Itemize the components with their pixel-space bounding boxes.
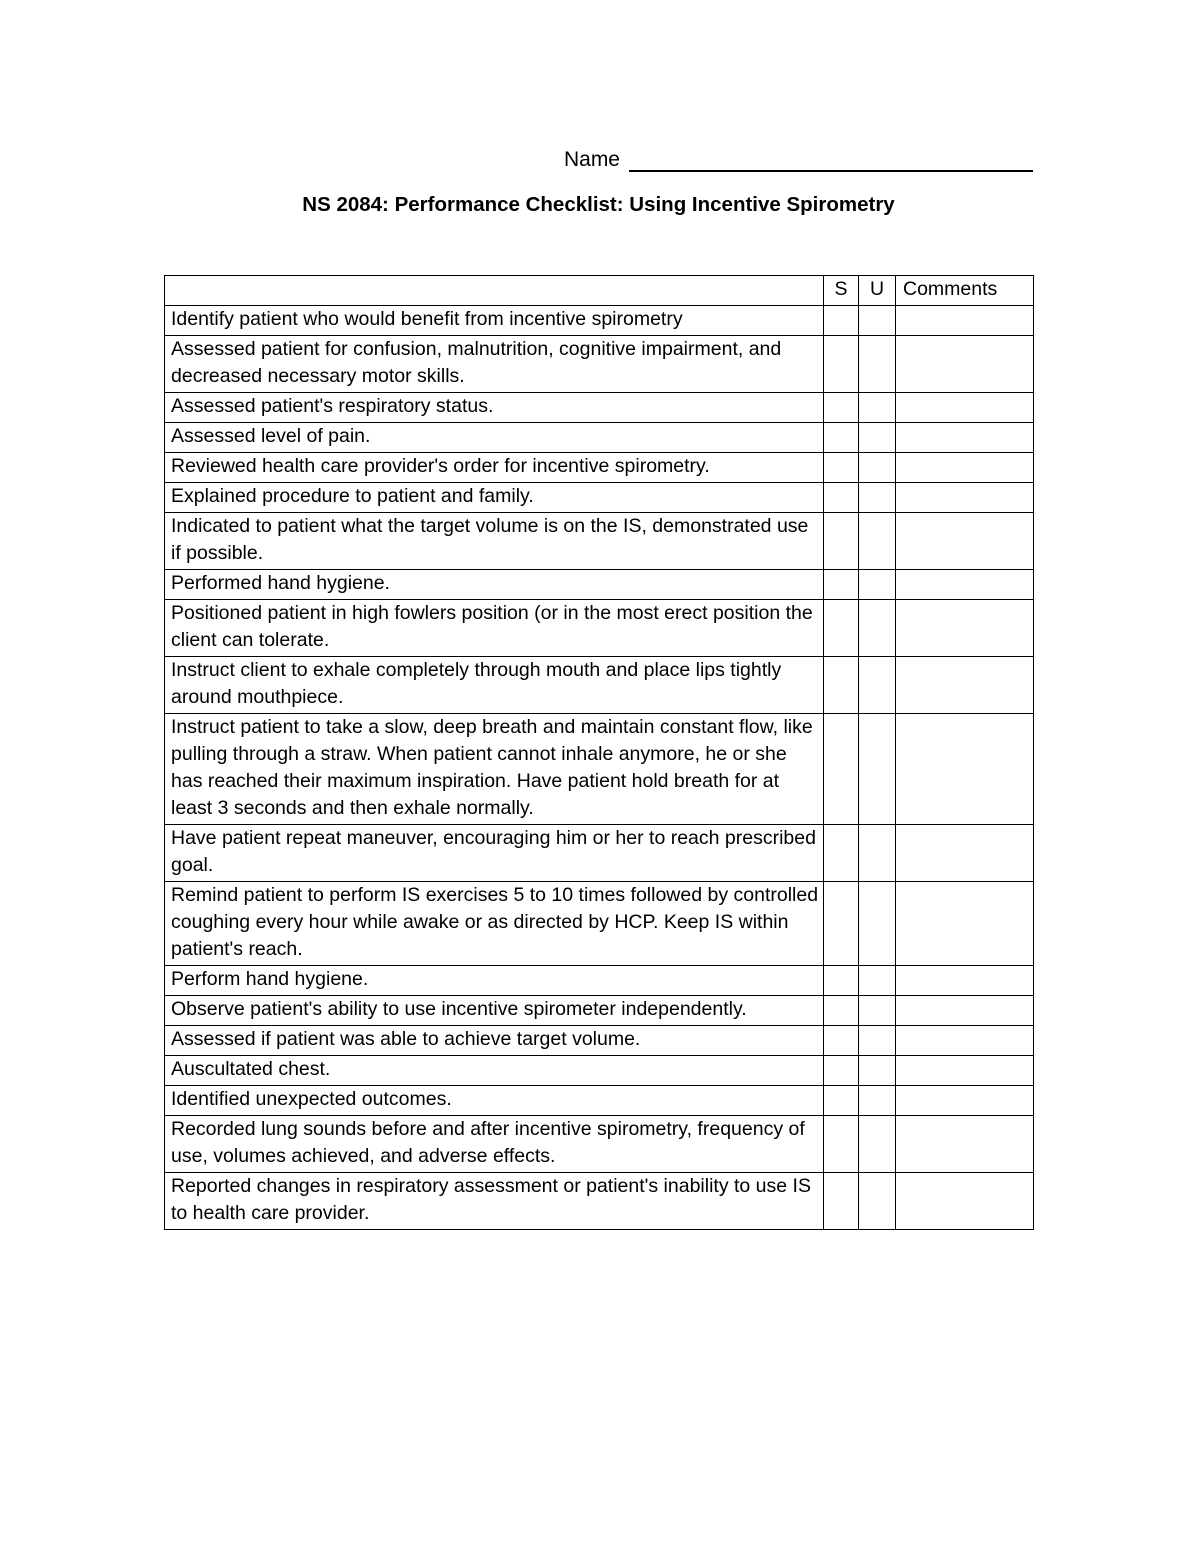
performance-checklist-table <box>164 275 1034 1230</box>
checklist-comments-cell[interactable] <box>896 882 1034 966</box>
table-row <box>165 996 1034 1026</box>
checklist-u-cell[interactable] <box>859 393 896 423</box>
table-row <box>165 1173 1034 1230</box>
name-input-blank[interactable] <box>629 149 1033 172</box>
table-row <box>165 1026 1034 1056</box>
table-row <box>165 453 1034 483</box>
checklist-comments-cell[interactable] <box>896 1173 1034 1230</box>
table-row <box>165 570 1034 600</box>
checklist-step-text: Recorded lung sounds before and after incentive spirometry, frequency of use, volumes achieved, and adverse effects. <box>165 1116 824 1173</box>
checklist-comments-cell[interactable] <box>896 453 1034 483</box>
checklist-s-cell[interactable] <box>824 513 859 570</box>
checklist-u-cell[interactable] <box>859 1116 896 1173</box>
table-row <box>165 1086 1034 1116</box>
checklist-s-cell[interactable] <box>824 453 859 483</box>
table-body <box>165 306 1034 1230</box>
checklist-comments-cell[interactable] <box>896 1116 1034 1173</box>
checklist-step-text: Indicated to patient what the target volume is on the IS, demonstrated use if possible. <box>165 513 824 570</box>
checklist-step-text: Identify patient who would benefit from incentive spirometry <box>165 306 824 336</box>
checklist-step-text: Reported changes in respiratory assessment or patient's inability to use IS to health care provider. <box>165 1173 824 1230</box>
checklist-step-text: Assessed if patient was able to achieve target volume. <box>165 1026 824 1056</box>
checklist-u-cell[interactable] <box>859 996 896 1026</box>
checklist-step-text: Observe patient's ability to use incentive spirometer independently. <box>165 996 824 1026</box>
checklist-comments-cell[interactable] <box>896 1086 1034 1116</box>
checklist-step-text: Instruct patient to take a slow, deep breath and maintain constant flow, like pulling through a straw. When patient cannot inhale anymore, he or she has reached their maximum inspiration. Have patient hold breath for at least 3 seconds and then exhale normally. <box>165 714 824 825</box>
table-row <box>165 306 1034 336</box>
checklist-u-cell[interactable] <box>859 570 896 600</box>
table-row <box>165 882 1034 966</box>
checklist-comments-cell[interactable] <box>896 600 1034 657</box>
table-row <box>165 1056 1034 1086</box>
checklist-u-cell[interactable] <box>859 306 896 336</box>
checklist-u-cell[interactable] <box>859 483 896 513</box>
checklist-comments-cell[interactable] <box>896 336 1034 393</box>
checklist-comments-cell[interactable] <box>896 513 1034 570</box>
checklist-u-cell[interactable] <box>859 657 896 714</box>
table-row <box>165 966 1034 996</box>
checklist-step-text: Performed hand hygiene. <box>165 570 824 600</box>
checklist-s-cell[interactable] <box>824 657 859 714</box>
checklist-s-cell[interactable] <box>824 393 859 423</box>
table-header <box>165 276 1034 306</box>
checklist-s-cell[interactable] <box>824 570 859 600</box>
table-row <box>165 423 1034 453</box>
checklist-step-text: Positioned patient in high fowlers position (or in the most erect position the client can tolerate. <box>165 600 824 657</box>
checklist-s-cell[interactable] <box>824 1056 859 1086</box>
checklist-s-cell[interactable] <box>824 1116 859 1173</box>
checklist-comments-cell[interactable] <box>896 1026 1034 1056</box>
checklist-step-text: Assessed patient for confusion, malnutrition, cognitive impairment, and decreased necessary motor skills. <box>165 336 824 393</box>
checklist-u-cell[interactable] <box>859 966 896 996</box>
checklist-comments-cell[interactable] <box>896 423 1034 453</box>
checklist-s-cell[interactable] <box>824 600 859 657</box>
table-row <box>165 483 1034 513</box>
table-row <box>165 600 1034 657</box>
checklist-s-cell[interactable] <box>824 1173 859 1230</box>
checklist-step-text: Have patient repeat maneuver, encouraging him or her to reach prescribed goal. <box>165 825 824 882</box>
checklist-s-cell[interactable] <box>824 1086 859 1116</box>
table-row <box>165 1116 1034 1173</box>
checklist-comments-cell[interactable] <box>896 306 1034 336</box>
checklist-step-text: Assessed patient's respiratory status. <box>165 393 824 423</box>
checklist-u-cell[interactable] <box>859 336 896 393</box>
checklist-comments-cell[interactable] <box>896 1056 1034 1086</box>
column-header-s: S <box>824 276 859 306</box>
checklist-u-cell[interactable] <box>859 825 896 882</box>
checklist-u-cell[interactable] <box>859 1056 896 1086</box>
table-row <box>165 657 1034 714</box>
checklist-comments-cell[interactable] <box>896 483 1034 513</box>
checklist-u-cell[interactable] <box>859 714 896 825</box>
checklist-step-text: Explained procedure to patient and family. <box>165 483 824 513</box>
checklist-comments-cell[interactable] <box>896 714 1034 825</box>
table-row <box>165 714 1034 825</box>
checklist-comments-cell[interactable] <box>896 657 1034 714</box>
column-header-step <box>165 276 824 306</box>
checklist-step-text: Auscultated chest. <box>165 1056 824 1086</box>
checklist-comments-cell[interactable] <box>896 966 1034 996</box>
checklist-u-cell[interactable] <box>859 513 896 570</box>
checklist-u-cell[interactable] <box>859 453 896 483</box>
name-label: Name <box>563 148 620 171</box>
table-row <box>165 393 1034 423</box>
checklist-step-text: Perform hand hygiene. <box>165 966 824 996</box>
table-header-row <box>165 276 1034 306</box>
checklist-s-cell[interactable] <box>824 336 859 393</box>
checklist-step-text: Identified unexpected outcomes. <box>165 1086 824 1116</box>
checklist-comments-cell[interactable] <box>896 393 1034 423</box>
checklist-step-text: Assessed level of pain. <box>165 423 824 453</box>
checklist-s-cell[interactable] <box>824 966 859 996</box>
table-row <box>165 825 1034 882</box>
checklist-step-text: Reviewed health care provider's order for incentive spirometry. <box>165 453 824 483</box>
checklist-u-cell[interactable] <box>859 423 896 453</box>
checklist-s-cell[interactable] <box>824 714 859 825</box>
checklist-s-cell[interactable] <box>824 423 859 453</box>
table-row <box>165 513 1034 570</box>
checklist-u-cell[interactable] <box>859 1173 896 1230</box>
checklist-comments-cell[interactable] <box>896 825 1034 882</box>
checklist-s-cell[interactable] <box>824 483 859 513</box>
checklist-u-cell[interactable] <box>859 882 896 966</box>
checklist-s-cell[interactable] <box>824 825 859 882</box>
checklist-s-cell[interactable] <box>824 882 859 966</box>
checklist-s-cell[interactable] <box>824 306 859 336</box>
checklist-step-text: Instruct client to exhale completely through mouth and place lips tightly around mouthpiece. <box>165 657 824 714</box>
checklist-s-cell[interactable] <box>824 1026 859 1056</box>
checklist-comments-cell[interactable] <box>896 996 1034 1026</box>
checklist-u-cell[interactable] <box>859 600 896 657</box>
name-field-row <box>164 140 1033 172</box>
checklist-u-cell[interactable] <box>859 1026 896 1056</box>
checklist-comments-cell[interactable] <box>896 570 1034 600</box>
page-title: NS 2084: Performance Checklist: Using Incentive Spirometry <box>302 193 895 216</box>
checklist-s-cell[interactable] <box>824 996 859 1026</box>
column-header-u: U <box>859 276 896 306</box>
checklist-u-cell[interactable] <box>859 1086 896 1116</box>
checklist-step-text: Remind patient to perform IS exercises 5 to 10 times followed by controlled coughing every hour while awake or as directed by HCP. Keep IS within patient's reach. <box>165 882 824 966</box>
table-row <box>165 336 1034 393</box>
column-header-comments: Comments <box>896 276 1034 306</box>
